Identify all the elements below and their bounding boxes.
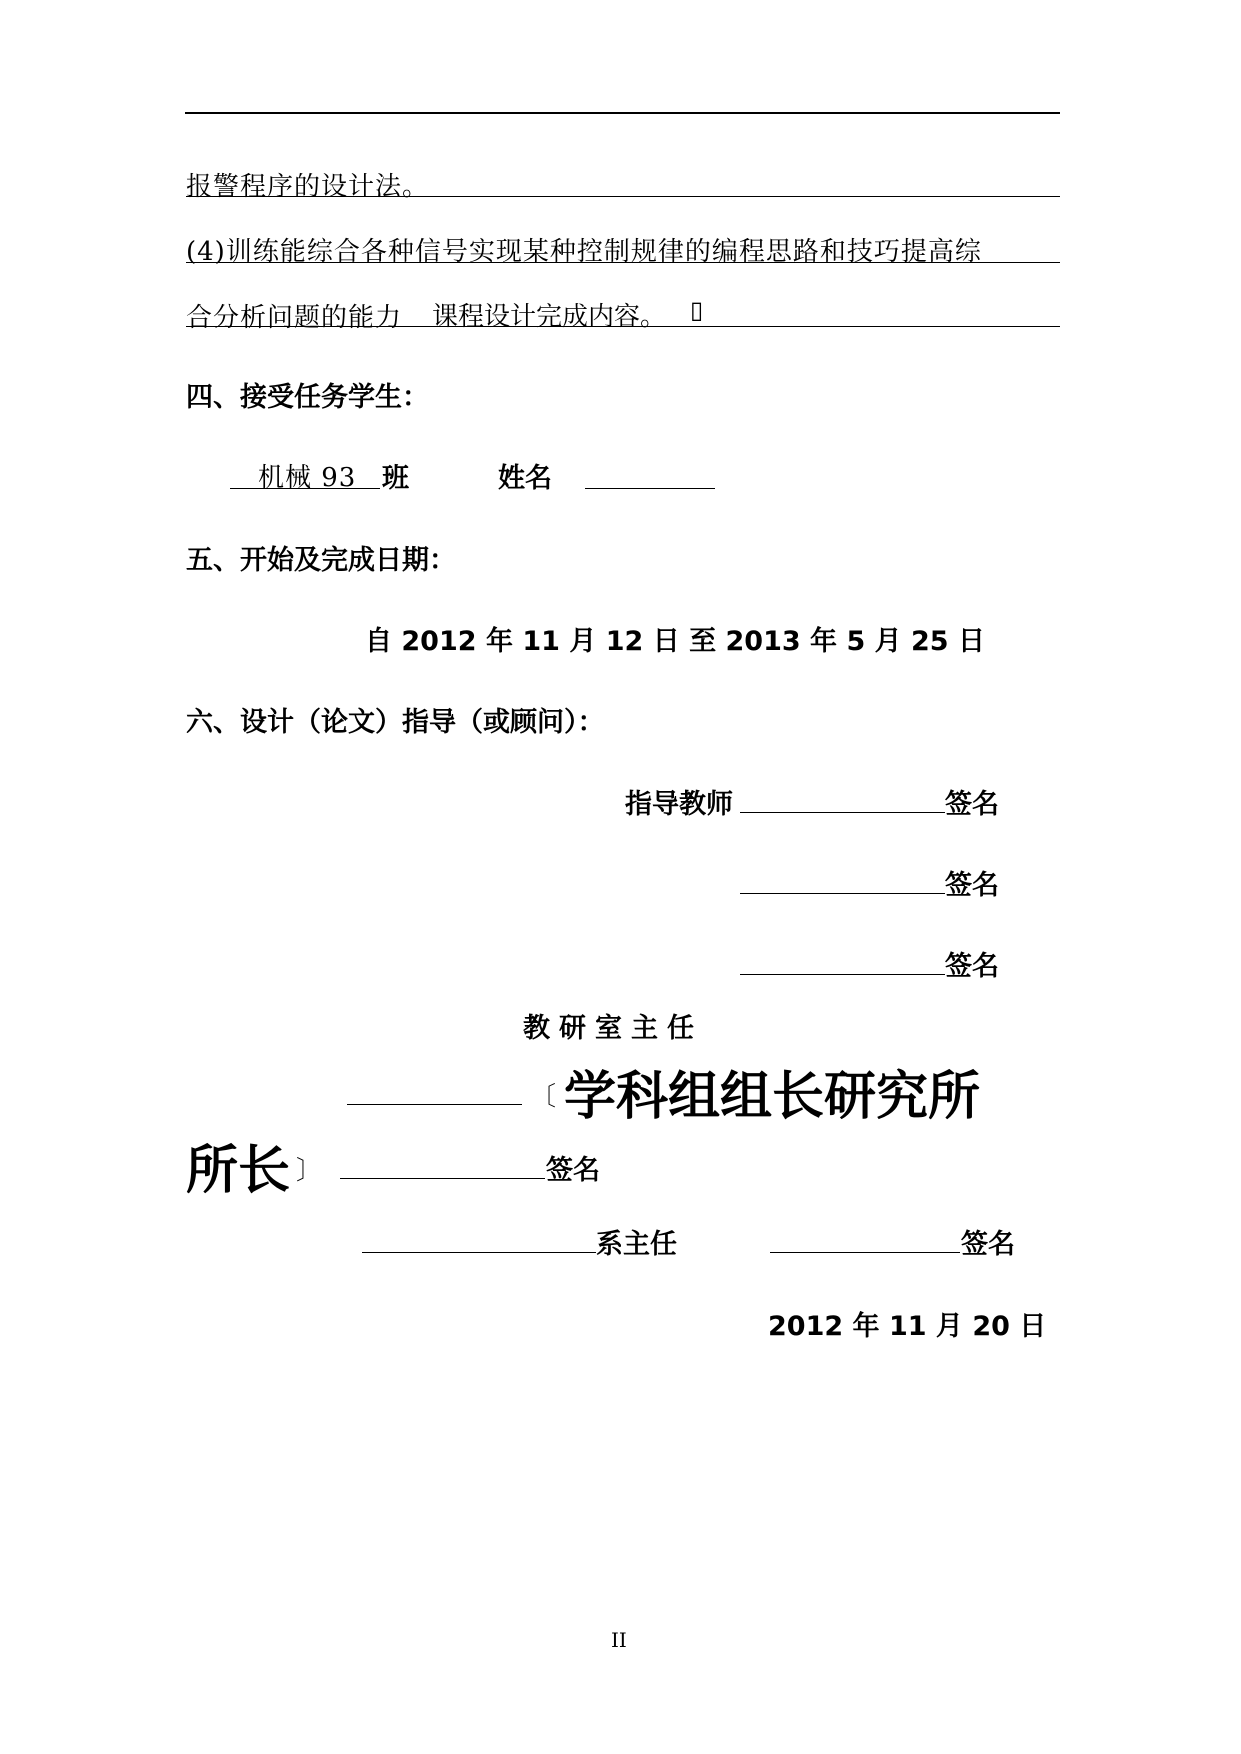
- item-text: 训练能综合各种信号实现某种控制规律的编程思路和技巧提高综: [225, 237, 982, 267]
- page-number: II: [611, 1628, 627, 1652]
- advisor-signature-line-1: [740, 812, 945, 813]
- content-line-1: 报警程序的设计法。: [186, 172, 430, 202]
- institute-head-text: 所长: [186, 1141, 291, 1201]
- sign-label-2: 签名: [945, 870, 999, 901]
- header-rule: [185, 112, 1060, 114]
- sign-label-3: 签名: [945, 951, 999, 982]
- section-5-heading: 五、开始及完成日期：: [186, 545, 456, 576]
- subject-group-text: 学科组组长研究所: [564, 1067, 981, 1127]
- dept-sign-line: [770, 1252, 960, 1253]
- office-head-signature-line: [347, 1104, 522, 1105]
- date-range: 自 2012 年 11 月 12 日 至 2013 年 5 月 25 日: [365, 626, 985, 657]
- content-underline-1: [186, 196, 1060, 197]
- office-head-title: 教研室主任: [523, 1013, 703, 1044]
- office-sign-label: 签名: [546, 1155, 600, 1186]
- missing-glyph-box: ▯: [690, 296, 704, 324]
- content-underline-2: [186, 262, 1060, 263]
- class-label: 班: [382, 463, 409, 494]
- final-date: 2012 年 11 月 20 日: [768, 1311, 1047, 1342]
- section-4-heading: 四、接受任务学生：: [186, 382, 429, 413]
- dept-sign-label: 签名: [961, 1229, 1015, 1260]
- content-line-3-tail: 课程设计完成内容。: [432, 302, 667, 332]
- bracket-open: 〔: [530, 1082, 557, 1112]
- name-label: 姓名: [498, 463, 552, 494]
- institute-head-signature-line: [340, 1178, 545, 1179]
- dept-signature-line: [362, 1252, 596, 1253]
- content-underline-3: [186, 326, 1060, 327]
- class-value: 机械 93: [258, 463, 357, 493]
- advisor-label: 指导教师: [625, 789, 733, 820]
- item-number: (4): [186, 237, 226, 267]
- section-6-heading: 六、设计（论文）指导（或顾问）：: [186, 707, 605, 738]
- bracket-close: 〕: [296, 1156, 323, 1186]
- sign-label-1: 签名: [945, 789, 999, 820]
- class-underline: [230, 488, 380, 489]
- name-underline: [585, 488, 715, 489]
- advisor-signature-line-2: [740, 893, 945, 894]
- content-line-3: 合分析问题的能力: [186, 303, 403, 333]
- dept-head-label: 系主任: [596, 1229, 677, 1260]
- advisor-signature-line-3: [740, 974, 945, 975]
